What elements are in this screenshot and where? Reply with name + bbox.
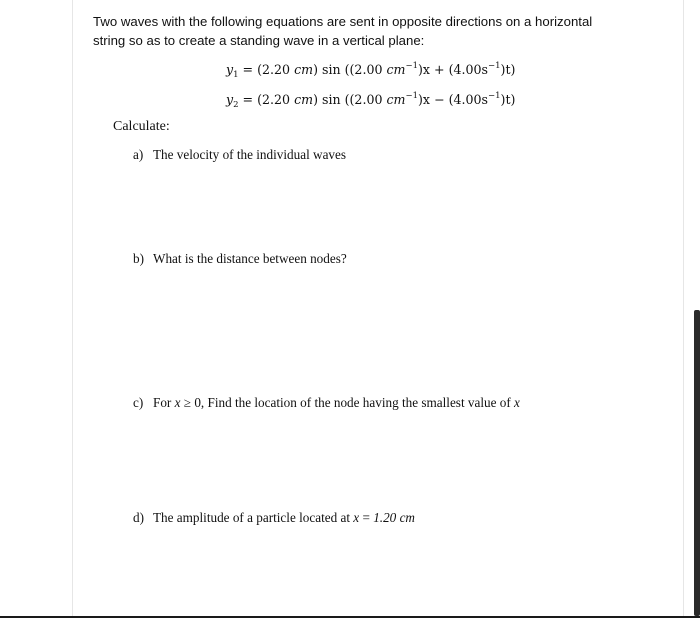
question-c-cond: ≥ 0, Find the location of the node having the smallest value of: [180, 395, 515, 410]
problem-intro: Two waves with the following equations are sent in opposite directions on a horizontal string so as to create a standing wave in a vertical plane:: [93, 14, 593, 48]
eq1-sub: 1: [233, 70, 239, 80]
question-a-text: The velocity of the individual waves: [153, 147, 346, 162]
eq1-amp: (2.20: [257, 62, 295, 77]
eq1-amp-unit: cm: [294, 62, 314, 77]
question-d-label: d): [133, 510, 144, 525]
question-d-var: x: [353, 510, 360, 525]
frame-line-left: [72, 0, 73, 618]
eq2-t-part: )t): [500, 92, 516, 107]
question-d-value: 1.20 cm: [373, 510, 415, 525]
eq1-var: y: [226, 62, 234, 77]
question-c-var1: x: [174, 395, 181, 410]
question-c-var2: x: [514, 395, 520, 410]
eq2-sin: ) sin ((2.00: [313, 92, 387, 107]
eq2-sub: 2: [233, 100, 239, 110]
calculate-label: Calculate:: [113, 119, 170, 134]
question-d-text-before: The amplitude of a particle located at: [153, 510, 354, 525]
eq2-k-exp: −1: [405, 91, 419, 101]
equation-y2: $y_2 = (2.20$ cm) sin ((2.00 $cm^{-1})x - (4.00s^{-1})t$): [226, 91, 516, 110]
question-b-text: What is the distance between nodes?: [153, 251, 347, 266]
scrollbar[interactable]: [694, 310, 700, 616]
question-d-eq: =: [359, 510, 374, 525]
eq1-w-exp: −1: [488, 61, 501, 71]
question-a: [133, 147, 346, 163]
frame-line-right: [683, 0, 684, 618]
eq1-x-part: )x + (4.00s: [418, 62, 489, 77]
eq1-k-exp: −1: [405, 61, 419, 71]
eq2-k-unit: cm: [386, 92, 406, 107]
question-a-label: a): [133, 147, 144, 162]
eq1-k-unit: cm: [386, 62, 406, 77]
question-c: [133, 395, 520, 411]
eq2-var: y: [226, 92, 234, 107]
eq2-amp: (2.20: [257, 92, 295, 107]
equation-y1: $y_1 = (2.20$ cm) sin ((2.00 $cm^{-1})x + (4.00s^{-1})t$): [226, 61, 516, 80]
question-d: [133, 510, 415, 526]
eq2-amp-unit: cm: [294, 92, 314, 107]
question-c-text-before: For: [153, 395, 175, 410]
eq1-sin: ) sin ((2.00: [313, 62, 387, 77]
question-c-label: c): [133, 395, 144, 410]
eq2-w-exp: −1: [488, 91, 501, 101]
eq1-t-part: )t): [500, 62, 516, 77]
question-b-label: b): [133, 251, 144, 266]
question-b: [133, 251, 347, 267]
eq2-x-part: )x − (4.00s: [418, 92, 489, 107]
